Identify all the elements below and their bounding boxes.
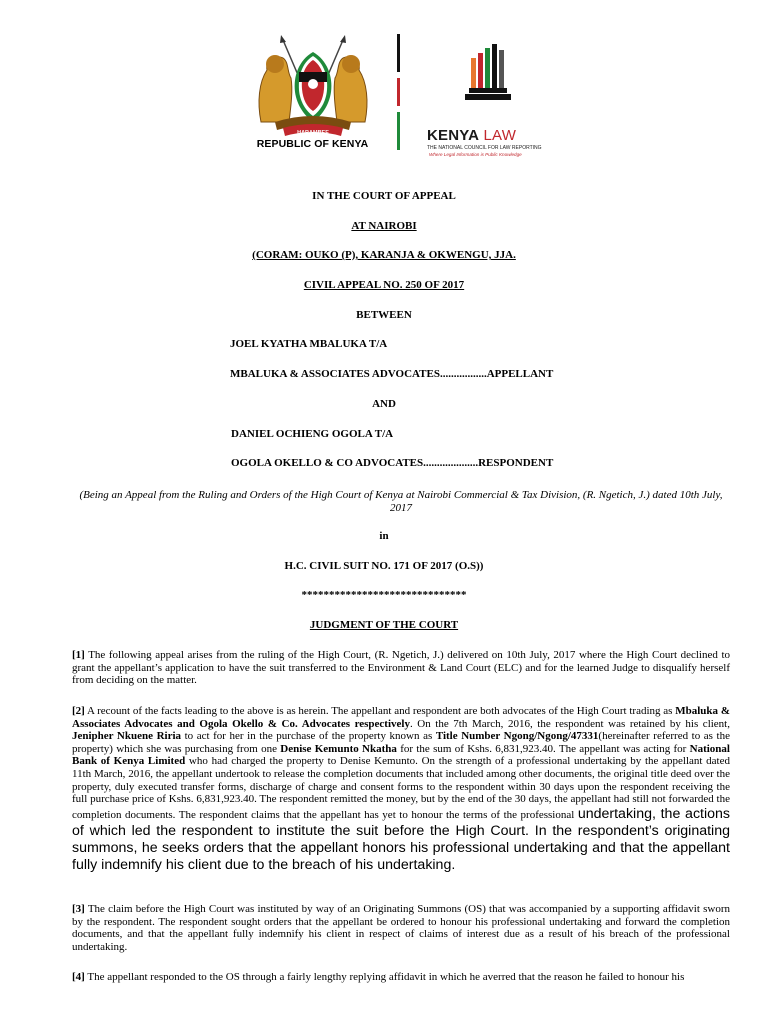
judgment-title: JUDGMENT OF THE COURT xyxy=(309,619,459,631)
kenya-law-pillars-icon xyxy=(465,44,511,106)
paragraph-text: The claim before the High Court was instituted by way of an Originating Summons (OS) that was accompanied by a supporting affidavit sworn by the respondent. The respondent sought orders that the appellant be ordered to honour his professional undertaking and forward the completion documents, and that the appellant fully indemnify his client in respect of claims of interest due as a result of his breach of the professional undertaking. xyxy=(72,903,730,953)
document-header xyxy=(0,30,768,160)
coat-of-arms-icon xyxy=(253,32,373,138)
between-label: BETWEEN xyxy=(356,309,412,321)
appeal-note: (Being an Appeal from the Ruling and Orders of the High Court of Kenya at Nairobi Commercial & Tax Division, (R. Ngetich, J.) dated 10th July, 2017 xyxy=(79,489,723,514)
bank-name: National Bank of Kenya Limited xyxy=(72,742,730,768)
respondent-firm: OGOLA OKELLO & CO ADVOCATES....................RESPONDENT xyxy=(231,457,554,469)
paragraph-1 xyxy=(72,649,730,687)
republic-label: REPUBLIC OF KENYA xyxy=(256,138,369,150)
firm-names: Mbaluka & Associates Advocates and Ogola Okello & Co. Advocates respectively xyxy=(72,705,730,730)
separator-stars: ****************************** xyxy=(301,589,467,601)
motto-text: HARAMBEE xyxy=(296,130,329,136)
title-number: Title Number Ngong/Ngong/47331 xyxy=(435,730,599,743)
paragraph-text: The appellant responded to the OS through a fairly lengthy replying affidavit in which he averred that the reason he failed to honour his xyxy=(84,971,685,983)
paragraph-text-large: undertaking, the actions of which led the respondent to institute the suit before the High Court. In the respondent’s originating summons, he seeks orders that the appellant honors his professional undertaking and that the appellant fully indemnify his client due to the breach of his undertaking. xyxy=(72,805,730,873)
appeal-number: CIVIL APPEAL NO. 250 OF 2017 xyxy=(303,279,465,291)
kenya-law-slogan: Where Legal Information is Public Knowledge xyxy=(429,152,522,157)
coat-of-arms xyxy=(250,32,375,150)
and-label: AND xyxy=(372,398,396,410)
paragraph-4 xyxy=(72,971,730,984)
kenya-law-name: KENYA LAW xyxy=(427,127,517,144)
appellant-firm: MBALUKA & ASSOCIATES ADVOCATES.................APPELLANT xyxy=(230,368,554,380)
paragraph-2: [2] A recount of the facts leading to the above is as herein. The appellant and respondent are both advocates of the High Court trading as Mbaluka & Associates Advocates and Ogola Okello & Co. Advocates respectively. On the 7th March, 2016, the respondent was retained by his client, Jenipher Nkuene Riria to act for her in the purchase of the property known as Title Number Ngong/Ngong/47331(hereinafter referred to as the property) which she was purchasing from one Denise Kemunto Nkatha for the sum of Kshs. 6,831,923.40. The appellant was acting for National Bank of Kenya Limited who had charged the property to Denise Kemunto. On the strength of a professional undertaking by the appellant dated 11th March, 2016, the appellant undertook to release the completion documents that included among other documents, the original title deed over the property, duly executed transfer forms, discharge of charge and consent forms to the respondent within 30 days upon the respondent receiving the full purchase price of Kshs. 6,831,923.40. The respondent remitted the money, but by the end of the 30 days, the appellant had still not forwarded the completion documents. The respondent claims that the appellant has yet to honour the terms of the professional undertaking, the actions of which led the respondent to institute the suit before the High Court. In the respondent’s originating summons, he seeks orders that the appellant honors his professional undertaking and that the appellant fully indemnify his client due to the breach of his undertaking. xyxy=(72,705,730,873)
paragraph-number: [1] xyxy=(72,649,85,661)
paragraph-number: [3] xyxy=(72,903,85,915)
paragraph-number: [4] xyxy=(72,971,85,983)
suit-number: H.C. CIVIL SUIT NO. 171 OF 2017 (O.S)) xyxy=(284,560,484,572)
coram: (CORAM: OUKO (P), KARANJA & OKWENGU, JJA. xyxy=(252,249,516,261)
court-location: AT NAIROBI xyxy=(351,220,417,232)
appellant-name: JOEL KYATHA MBALUKA T/A xyxy=(230,338,388,350)
kenya-law-tagline: THE NATIONAL COUNCIL FOR LAW REPORTING xyxy=(427,145,542,151)
flag-divider xyxy=(397,34,400,150)
paragraph-number: [2] xyxy=(72,705,85,717)
in-label: in xyxy=(379,530,389,542)
court-name: IN THE COURT OF APPEAL xyxy=(312,190,456,202)
paragraph-text: The following appeal arises from the ruling of the High Court, (R. Ngetich, J.) delivered on 10th July, 2017 where the High Court declined to grant the appellant’s application to have the suit transferred to the Environment & Land Court (ELC) and for the learned Judge to disqualify herself from deciding on the matter. xyxy=(72,649,730,687)
client-name: Jenipher Nkuene Riria xyxy=(72,730,182,743)
respondent-name: DANIEL OCHIENG OGOLA T/A xyxy=(231,428,394,440)
vendor-name: Denise Kemunto Nkatha xyxy=(280,742,397,755)
paragraph-3 xyxy=(72,903,730,953)
